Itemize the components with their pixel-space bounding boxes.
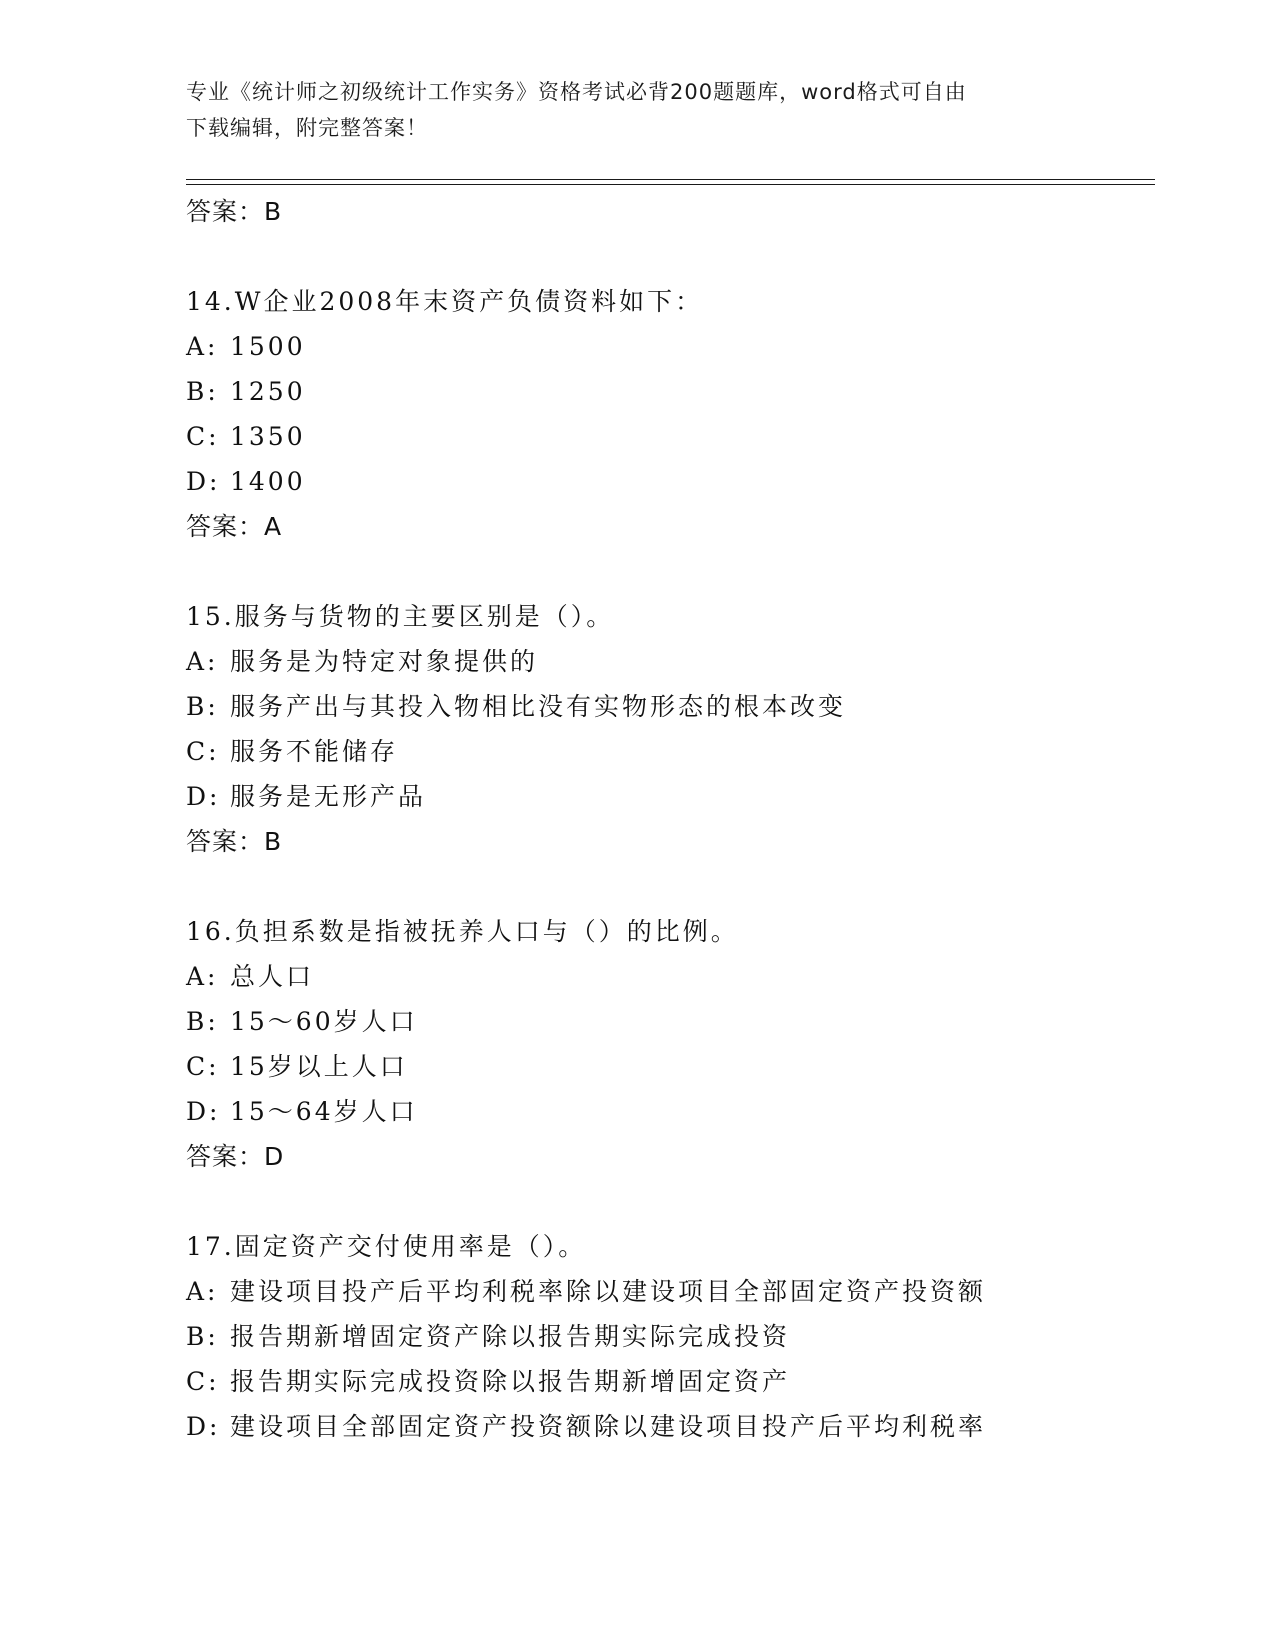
option-letter: A: (186, 647, 219, 676)
option-letter: C: (186, 1052, 220, 1081)
option-b (186, 1314, 1146, 1359)
option-a (186, 639, 1146, 684)
header-line-1: 专业《统计师之初级统计工作实务》资格考试必背200题题库，word格式可自由 (186, 80, 967, 104)
option-text: 服务不能储存 (230, 737, 399, 766)
option-text: 1350 (230, 422, 306, 451)
option-text: 15～64岁人口 (230, 1097, 418, 1126)
option-letter: C: (186, 422, 220, 451)
option-c (186, 1044, 1146, 1089)
option-text: 报告期实际完成投资除以报告期新增固定资产 (230, 1367, 791, 1396)
question-17 (186, 1224, 1146, 1449)
answer-label: 答案：B (186, 827, 283, 856)
option-text: 15～60岁人口 (230, 1007, 418, 1036)
document-header (186, 74, 1086, 146)
option-text: 服务是无形产品 (230, 782, 427, 811)
question-stem: 17.固定资产交付使用率是（）。 (186, 1232, 587, 1261)
option-text: 1250 (230, 377, 306, 406)
option-letter: B: (186, 1322, 219, 1351)
option-b (186, 369, 1146, 414)
header-divider-top (186, 179, 1155, 180)
answer-label: 答案：D (186, 1142, 285, 1171)
option-text: 服务是为特定对象提供的 (230, 647, 539, 676)
question-14 (186, 279, 1146, 550)
option-a (186, 954, 1146, 999)
option-c (186, 729, 1146, 774)
option-c (186, 414, 1146, 459)
option-letter: D: (186, 1412, 221, 1441)
question-list (186, 189, 1146, 1449)
option-c (186, 1359, 1146, 1404)
option-d (186, 459, 1146, 504)
option-text: 报告期新增固定资产除以报告期实际完成投资 (230, 1322, 791, 1351)
answer-label: 答案：B (186, 197, 283, 226)
option-d (186, 1089, 1146, 1134)
option-text: 服务产出与其投入物相比没有实物形态的根本改变 (230, 692, 847, 721)
option-letter: A: (186, 962, 219, 991)
option-text: 1400 (230, 467, 306, 496)
question-15 (186, 594, 1146, 865)
option-letter: A: (186, 1277, 219, 1306)
option-b (186, 684, 1146, 729)
option-letter: B: (186, 1007, 219, 1036)
option-text: 总人口 (230, 962, 315, 991)
header-line-2: 下载编辑，附完整答案！ (186, 116, 428, 140)
question-stem: 15.服务与货物的主要区别是（）。 (186, 602, 615, 631)
option-letter: B: (186, 377, 219, 406)
answer-label: 答案：A (186, 512, 283, 541)
option-d (186, 1404, 1146, 1449)
question-16 (186, 909, 1146, 1180)
option-a (186, 1269, 1146, 1314)
option-letter: A: (186, 332, 219, 361)
option-letter: B: (186, 692, 219, 721)
question-stem: 16.负担系数是指被抚养人口与（）的比例。 (186, 917, 739, 946)
question-stem: 14.W企业2008年末资产负债资料如下： (186, 287, 704, 316)
option-letter: D: (186, 782, 221, 811)
option-a (186, 324, 1146, 369)
option-text: 1500 (230, 332, 306, 361)
option-d (186, 774, 1146, 819)
option-letter: D: (186, 467, 221, 496)
option-text: 建设项目投产后平均利税率除以建设项目全部固定资产投资额 (230, 1277, 987, 1306)
header-divider-bottom (186, 184, 1155, 185)
option-b (186, 999, 1146, 1044)
option-letter: C: (186, 737, 220, 766)
option-letter: C: (186, 1367, 220, 1396)
option-text: 15岁以上人口 (230, 1052, 408, 1081)
option-letter: D: (186, 1097, 221, 1126)
option-text: 建设项目全部固定资产投资额除以建设项目投产后平均利税率 (230, 1412, 987, 1441)
